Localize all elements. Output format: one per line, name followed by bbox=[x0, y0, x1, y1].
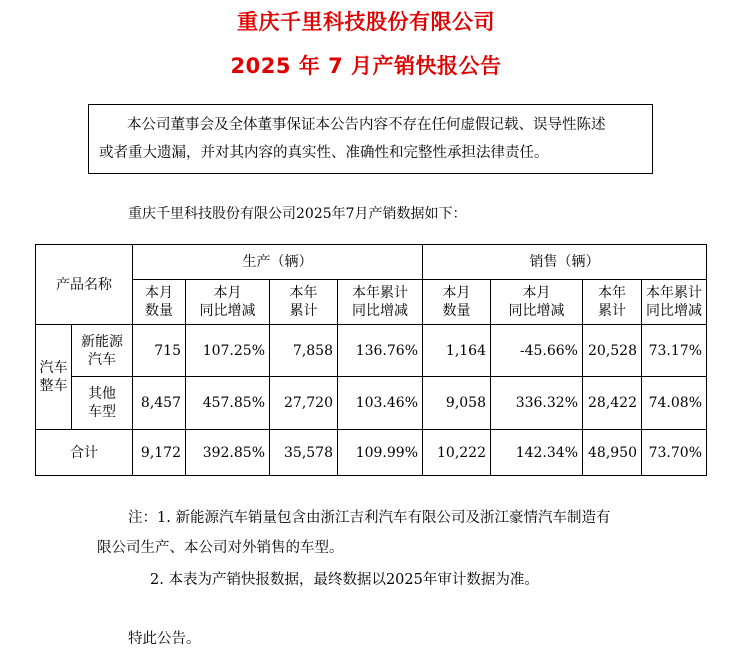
value-cell: 9,058 bbox=[423, 377, 491, 430]
intro-text: 重庆千里科技股份有限公司2025年7月产销数据如下： bbox=[128, 206, 467, 222]
sub-header: 本月 数量 bbox=[133, 280, 186, 325]
note-2: 2. 本表为产销快报数据，最终数据以2025年审计数据为准。 bbox=[150, 572, 539, 588]
disclaimer-box bbox=[88, 104, 653, 174]
value-cell: 142.34% bbox=[491, 430, 583, 476]
value-cell: 392.85% bbox=[186, 430, 270, 476]
sales-header: 销售（辆） bbox=[423, 245, 707, 280]
value-cell: 8,457 bbox=[133, 377, 186, 430]
sub-header: 本月 同比增减 bbox=[491, 280, 583, 325]
value-cell: 73.70% bbox=[642, 430, 707, 476]
value-cell: 20,528 bbox=[583, 325, 642, 377]
value-cell: 457.85% bbox=[186, 377, 270, 430]
report-title: 2025 年 7 月产销快报公告 bbox=[230, 54, 502, 78]
total-row bbox=[36, 430, 707, 476]
value-cell: -45.66% bbox=[491, 325, 583, 377]
total-label: 合计 bbox=[36, 430, 133, 476]
disclaimer-line-2: 或者重大遗漏，并对其内容的真实性、准确性和完整性承担法律责任。 bbox=[99, 145, 549, 161]
sub-header: 本月 数量 bbox=[423, 280, 491, 325]
note-1-line-1: 注：1. 新能源汽车销量包含由浙江吉利汽车有限公司及浙江豪情汽车制造有 bbox=[128, 510, 611, 526]
value-cell: 28,422 bbox=[583, 377, 642, 430]
disclaimer-line-1: 本公司董事会及全体董事保证本公告内容不存在任何虚假记载、误导性陈述 bbox=[127, 117, 606, 133]
value-cell: 103.46% bbox=[338, 377, 423, 430]
closing-text: 特此公告。 bbox=[128, 631, 201, 647]
table-row bbox=[36, 377, 707, 430]
value-cell: 27,720 bbox=[270, 377, 338, 430]
value-cell: 136.76% bbox=[338, 325, 423, 377]
value-cell: 7,858 bbox=[270, 325, 338, 377]
sub-header: 本年累计 同比增减 bbox=[642, 280, 707, 325]
note-1-line-2: 限公司生产、本公司对外销售的车型。 bbox=[97, 540, 344, 556]
header-row-1 bbox=[36, 245, 707, 280]
value-cell: 10,222 bbox=[423, 430, 491, 476]
row-name: 新能源 汽车 bbox=[72, 325, 133, 377]
row-name: 其他 车型 bbox=[72, 377, 133, 430]
value-cell: 1,164 bbox=[423, 325, 491, 377]
value-cell: 48,950 bbox=[583, 430, 642, 476]
sub-header: 本月 同比增减 bbox=[186, 280, 270, 325]
sub-header: 本年累计 同比增减 bbox=[338, 280, 423, 325]
production-sales-table bbox=[35, 244, 707, 476]
company-title: 重庆千里科技股份有限公司 bbox=[237, 10, 495, 34]
sub-header: 本年 累计 bbox=[583, 280, 642, 325]
value-cell: 74.08% bbox=[642, 377, 707, 430]
header-row-2 bbox=[36, 280, 707, 325]
value-cell: 35,578 bbox=[270, 430, 338, 476]
value-cell: 109.99% bbox=[338, 430, 423, 476]
value-cell: 73.17% bbox=[642, 325, 707, 377]
product-name-header: 产品名称 bbox=[36, 245, 133, 325]
value-cell: 107.25% bbox=[186, 325, 270, 377]
production-header: 生产（辆） bbox=[133, 245, 423, 280]
value-cell: 715 bbox=[133, 325, 186, 377]
value-cell: 9,172 bbox=[133, 430, 186, 476]
sub-header: 本年 累计 bbox=[270, 280, 338, 325]
category-cell: 汽车 整车 bbox=[36, 325, 72, 430]
value-cell: 336.32% bbox=[491, 377, 583, 430]
table-row bbox=[36, 325, 707, 377]
